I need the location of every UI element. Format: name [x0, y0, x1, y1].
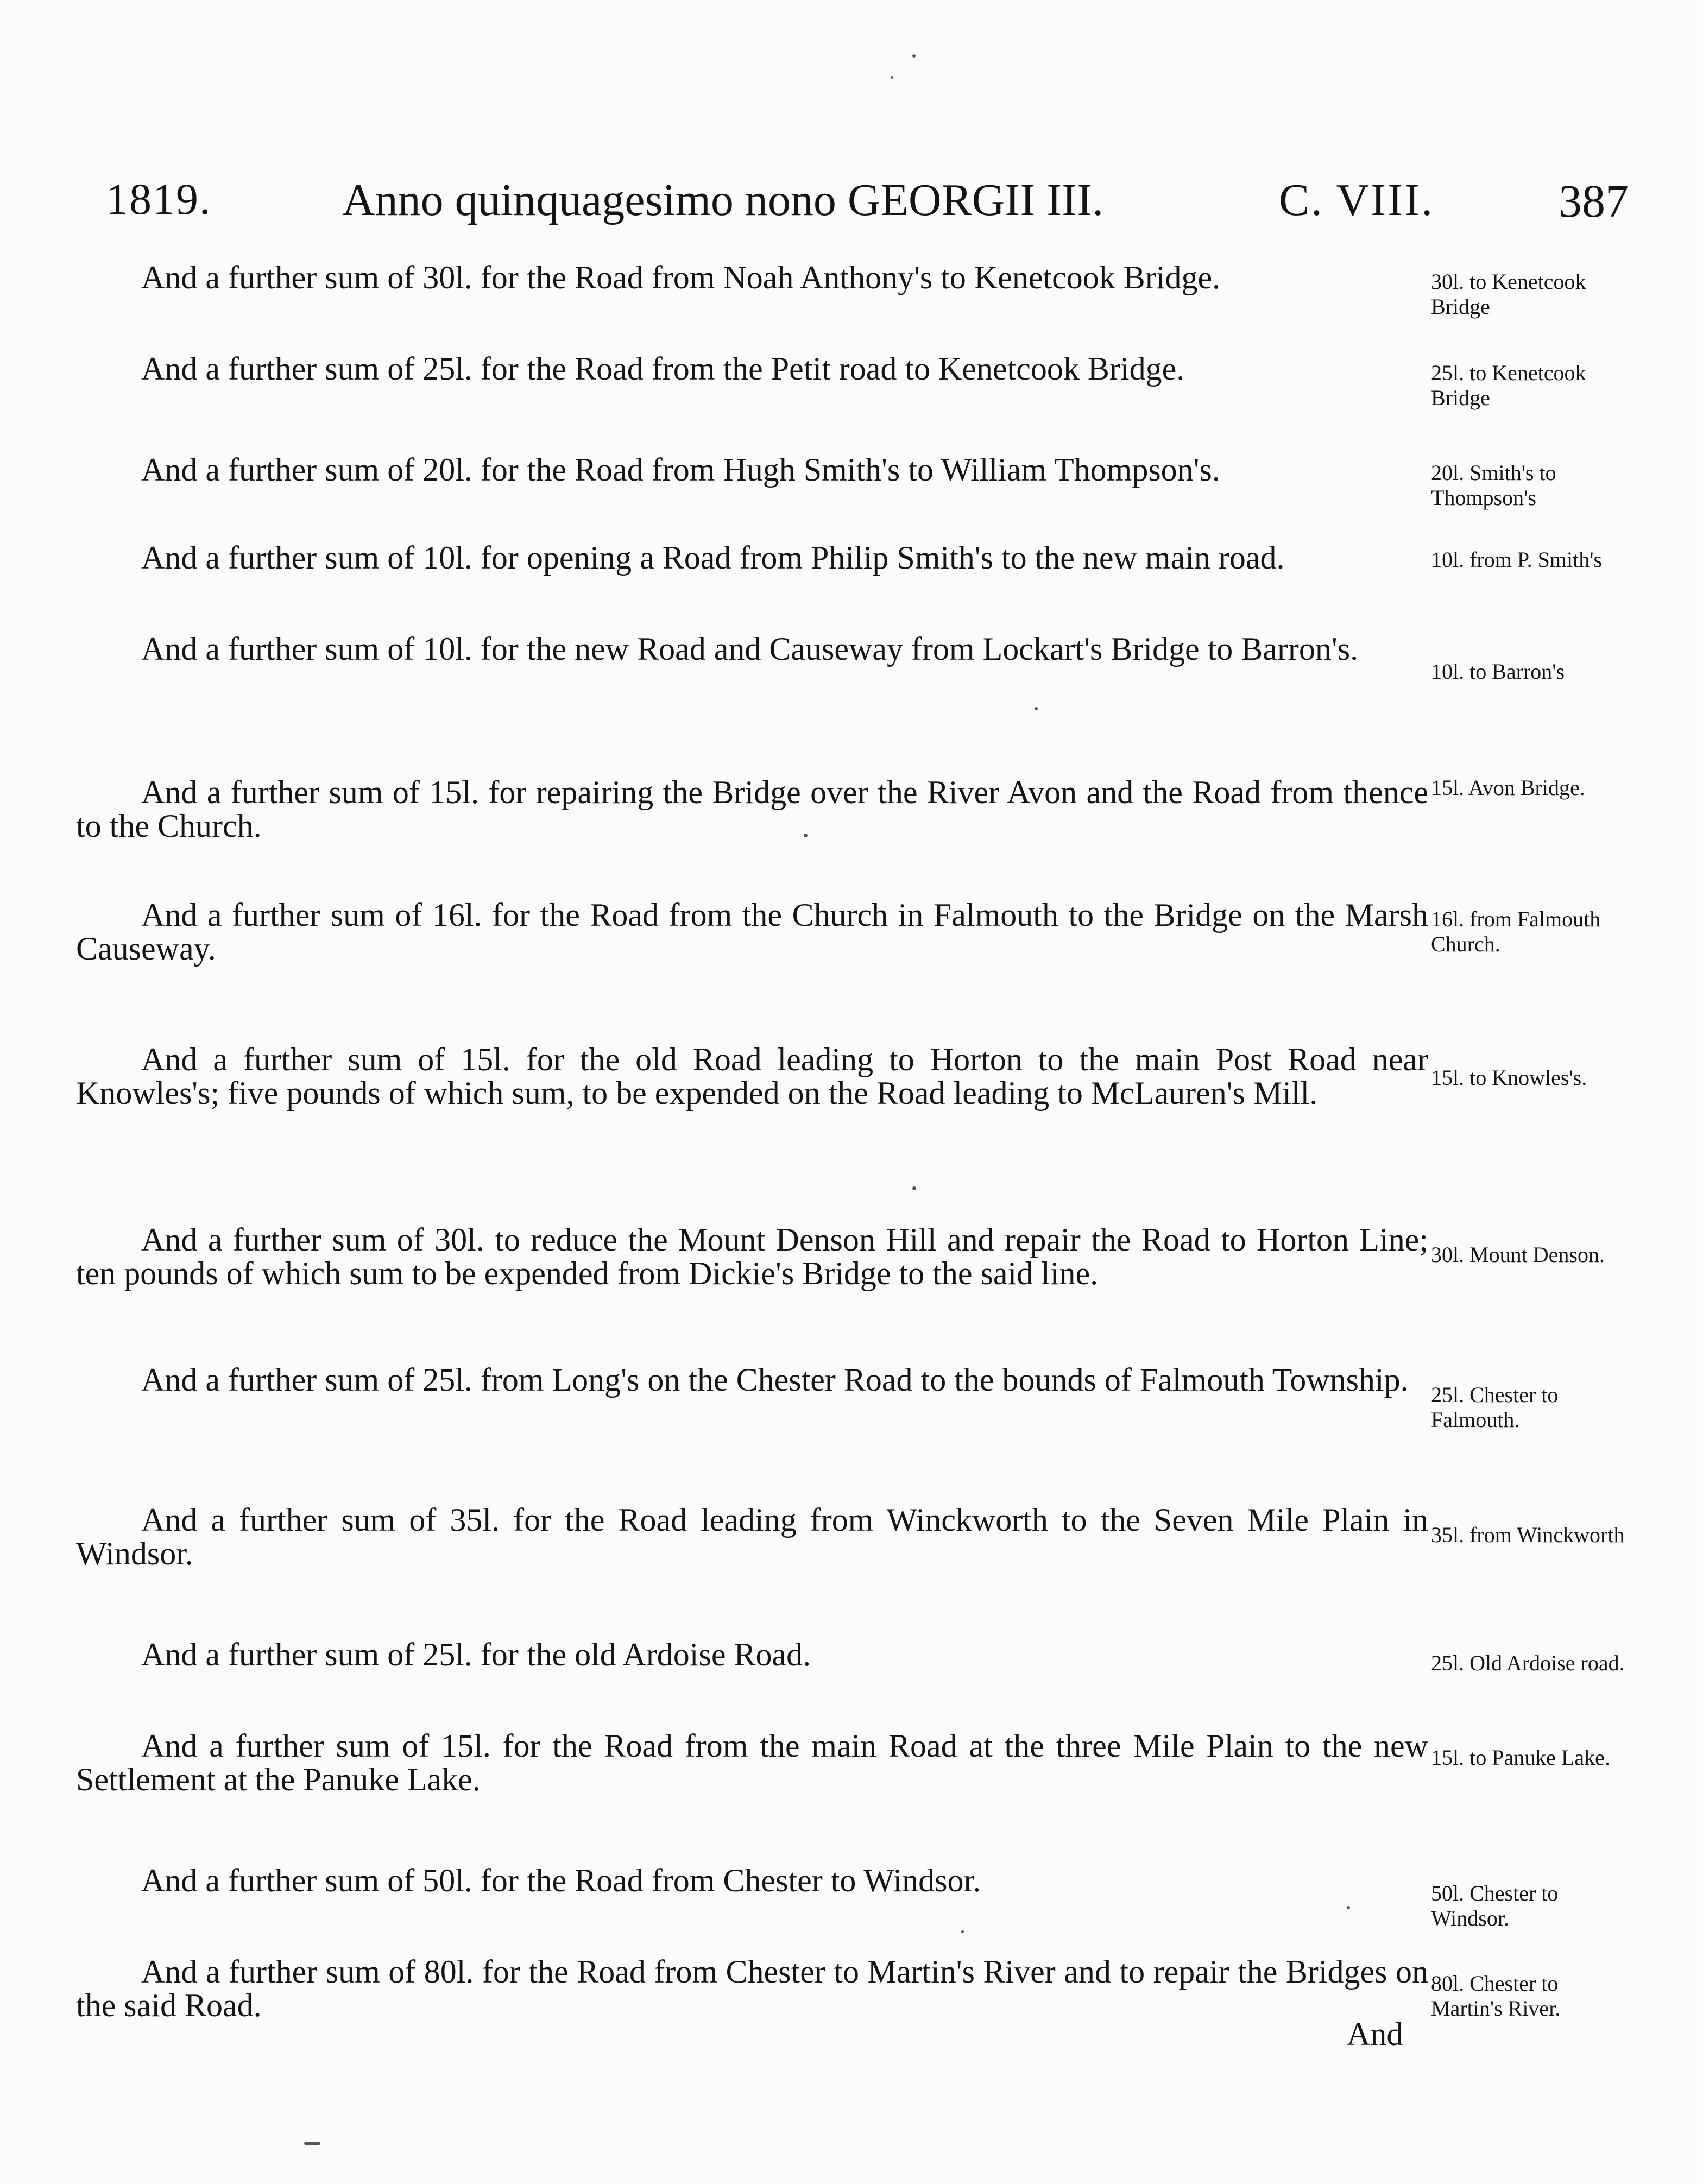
entry-13	[76, 1729, 1428, 1796]
entry-text: And a further sum of 30l. to reduce the Mount Denson Hill and repair the Road to Horton Line; ten pounds of which sum to be expended from Dickie's Bridge to the said line.	[76, 1222, 1428, 1291]
marginal-note-15: 80l. Chester to Martin's River.	[1431, 1971, 1561, 2021]
marginal-note-1: 30l. to Kenetcook Bridge	[1431, 269, 1586, 319]
scan-speck	[912, 1186, 916, 1190]
entry-text: And a further sum of 50l. for the Road from Chester to Windsor.	[141, 1863, 981, 1898]
scan-speck	[304, 2142, 320, 2145]
entry-6	[76, 775, 1428, 843]
entry-text: And a further sum of 35l. for the Road leading from Winckworth to the Seven Mile Plain in Windsor.	[76, 1502, 1428, 1571]
entry-text: And a further sum of 10l. for the new Road and Causeway from Lockart's Bridge to Barron's.	[141, 631, 1359, 667]
entry-14	[76, 1864, 1428, 1897]
entry-2	[76, 352, 1428, 386]
marginal-note-10: 25l. Chester to Falmouth.	[1431, 1383, 1559, 1432]
page-header	[0, 174, 1703, 239]
header-page-number: 387	[1559, 175, 1629, 227]
entry-3	[76, 453, 1428, 487]
entry-text: And a further sum of 15l. for the Road from the main Road at the three Mile Plain to the new Settlement at the Panuke Lake.	[76, 1728, 1428, 1797]
entry-text: And a further sum of 10l. for opening a Road from Philip Smith's to the new main road.	[141, 540, 1285, 576]
scan-speck	[891, 76, 893, 79]
header-chapter: C. VIII.	[1279, 175, 1435, 225]
entry-text: And a further sum of 15l. for the old Road leading to Horton to the main Post Road near Knowles's; five pounds of which sum, to be expended on the Road leading to McLauren's Mill.	[76, 1041, 1428, 1111]
marginal-note-11: 35l. from Winckworth	[1431, 1523, 1625, 1547]
marginal-note-4: 10l. from P. Smith's	[1431, 547, 1603, 572]
entry-9	[76, 1223, 1428, 1290]
marginal-note-12: 25l. Old Ardoise road.	[1431, 1651, 1625, 1675]
entry-text: And a further sum of 30l. for the Road from Noah Anthony's to Kenetcook Bridge.	[141, 260, 1221, 295]
marginal-note-13: 15l. to Panuke Lake.	[1431, 1745, 1610, 1770]
scan-speck	[1347, 1906, 1350, 1909]
scan-speck	[1035, 707, 1038, 710]
entry-text: And a further sum of 16l. for the Road from the Church in Falmouth to the Bridge on the Marsh Causeway.	[76, 897, 1428, 967]
entry-text: And a further sum of 25l. from Long's on the Chester Road to the bounds of Falmouth Township.	[141, 1362, 1409, 1398]
entry-8	[76, 1043, 1428, 1110]
marginal-note-7: 16l. from Falmouth Church.	[1431, 907, 1601, 956]
entry-5	[76, 632, 1428, 666]
scan-speck	[912, 54, 916, 58]
entry-7	[76, 898, 1428, 965]
marginal-note-8: 15l. to Knowles's.	[1431, 1065, 1587, 1090]
header-year: 1819.	[106, 174, 212, 224]
header-title: Anno quinquagesimo nono GEORGII III.	[342, 175, 1104, 225]
catchword: And	[1347, 2016, 1403, 2052]
scan-speck	[804, 834, 808, 837]
marginal-note-14: 50l. Chester to Windsor.	[1431, 1881, 1559, 1930]
entry-11	[76, 1503, 1428, 1570]
entry-10	[76, 1363, 1428, 1397]
scan-speck	[961, 1930, 964, 1933]
marginal-note-2: 25l. to Kenetcook Bridge	[1431, 361, 1586, 410]
entry-1	[76, 261, 1428, 294]
entry-text: And a further sum of 25l. for the Road from the Petit road to Kenetcook Bridge.	[141, 351, 1185, 387]
entry-4	[76, 541, 1428, 575]
marginal-note-3: 20l. Smith's to Thompson's	[1431, 460, 1556, 510]
entry-15	[76, 1955, 1428, 2022]
marginal-note-6: 15l. Avon Bridge.	[1431, 775, 1585, 800]
entry-text: And a further sum of 80l. for the Road from Chester to Martin's River and to repair the Bridges on the said Road.	[76, 1954, 1428, 2023]
entry-text: And a further sum of 15l. for repairing the Bridge over the River Avon and the Road from thence to the Church.	[76, 774, 1428, 844]
entry-text: And a further sum of 20l. for the Road from Hugh Smith's to William Thompson's.	[141, 452, 1220, 488]
marginal-note-9: 30l. Mount Denson.	[1431, 1242, 1605, 1267]
marginal-note-5: 10l. to Barron's	[1431, 659, 1565, 684]
entry-text: And a further sum of 25l. for the old Ardoise Road.	[141, 1637, 811, 1672]
entry-12	[76, 1638, 1428, 1671]
